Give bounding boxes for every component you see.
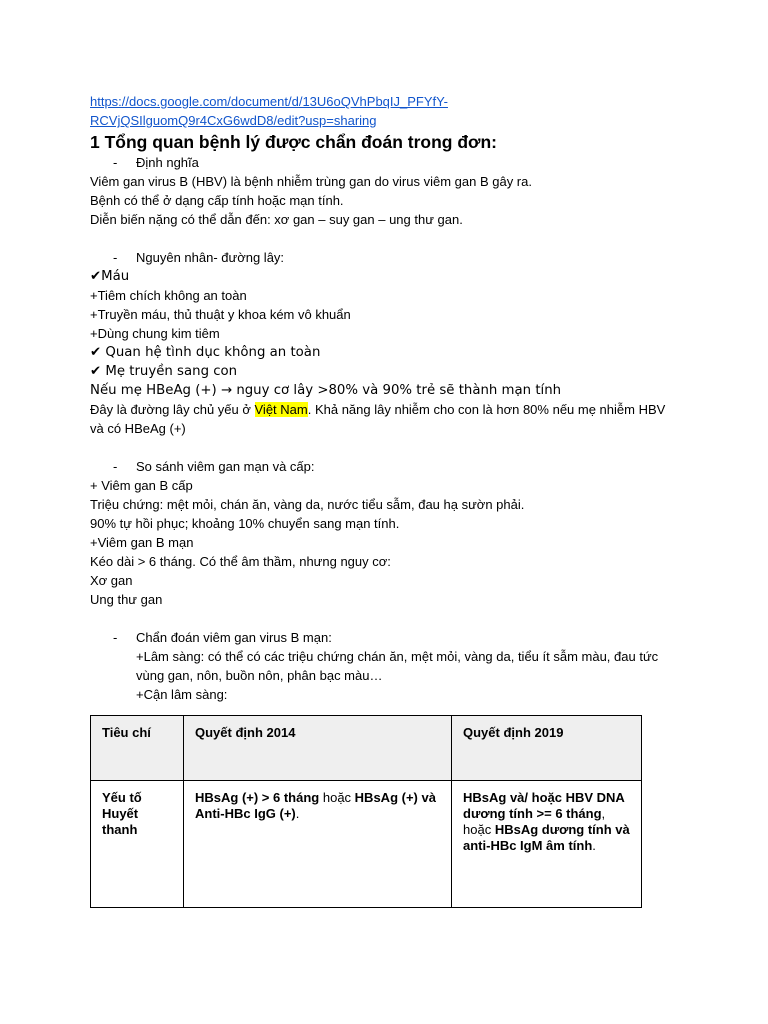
clinical-note: +Lâm sàng: có thể có các triệu chứng chán ăn, mệt mỏi, vàng da, tiểu ít sẫm màu, đau tức vùng gan, nôn, buồn nôn, phân bạc màu… <box>136 649 659 683</box>
criterion-cell: Yếu tố Huyết thanh <box>91 781 184 908</box>
bullet-cause: - Nguyên nhân- đường lây: <box>113 250 285 265</box>
bullet-diagnosis: - Chẩn đoán viêm gan virus B mạn: <box>113 630 332 645</box>
spacer <box>90 229 680 248</box>
bullet-dash: - <box>113 155 118 170</box>
doc-link-line1[interactable]: https://docs.google.com/document/d/13U6oQVhPbqIJ_PFYfY- <box>90 94 448 109</box>
bullet-definition: - Định nghĩa <box>113 155 199 170</box>
highlight-vietnam: Việt Nam <box>254 402 308 417</box>
header-cell: Quyết định 2014 <box>184 716 452 781</box>
table-header-row <box>91 716 642 781</box>
definition-line: Bệnh có thể ở dạng cấp tính hoặc mạn tính. <box>90 193 344 208</box>
header-cell: Quyết định 2019 <box>452 716 642 781</box>
bullet-dash: - <box>113 250 118 265</box>
bullet-dash: - <box>113 459 118 474</box>
compare-line: Xơ gan <box>90 573 133 588</box>
spacer <box>90 609 680 628</box>
mother-risk: Nếu mẹ HBeAg (+) → nguy cơ lây >80% và 90% trẻ sẽ thành mạn tính <box>90 383 562 398</box>
compare-line: Kéo dài > 6 tháng. Có thể âm thầm, nhưng nguy cơ: <box>90 554 391 569</box>
table-row <box>91 781 642 908</box>
definition-line: Diễn biến nặng có thể dẫn đến: xơ gan – suy gan – ung thư gan. <box>90 212 463 227</box>
blood-item: +Tiêm chích không an toàn <box>90 288 247 303</box>
document-body <box>90 92 680 908</box>
section-heading: 1 Tổng quan bệnh lý được chẩn đoán trong đơn: <box>90 132 497 152</box>
header-cell: Tiêu chí <box>91 716 184 781</box>
doc-link-line2[interactable]: RCVjQSIlguomQ9r4CxG6wdD8/edit?usp=sharing <box>90 113 377 128</box>
compare-line: 90% tự hồi phục; khoảng 10% chuyển sang mạn tính. <box>90 516 400 531</box>
decision-2019-cell: HBsAg và/ hoặc HBV DNA dương tính >= 6 tháng, hoặc HBsAg dương tính và anti-HBc IgM âm tính. <box>452 781 642 908</box>
compare-line: + Viêm gan B cấp <box>90 478 193 493</box>
route-blood: ✔Máu <box>90 269 130 284</box>
criteria-table <box>90 715 642 908</box>
decision-2014-cell: HBsAg (+) > 6 tháng hoặc HBsAg (+) và Anti-HBc IgG (+). <box>184 781 452 908</box>
definition-line: Viêm gan virus B (HBV) là bệnh nhiễm trùng gan do virus viêm gan B gây ra. <box>90 174 532 189</box>
route-mother: ✔ Mẹ truyền sang con <box>90 364 238 379</box>
spacer <box>90 438 680 457</box>
compare-line: Triệu chứng: mệt mỏi, chán ăn, vàng da, nước tiểu sẫm, đau hạ sườn phải. <box>90 497 525 512</box>
paraclinical-note: +Cận lâm sàng: <box>136 687 228 702</box>
main-route-note: Đây là đường lây chủ yếu ở Việt Nam. Khả năng lây nhiễm cho con là hơn 80% nếu mẹ nhiễm HBV và có HBeAg (+) <box>90 402 666 436</box>
compare-line: Ung thư gan <box>90 592 163 607</box>
blood-item: +Dùng chung kim tiêm <box>90 326 220 341</box>
route-sexual: ✔ Quan hệ tình dục không an toàn <box>90 345 321 360</box>
bullet-compare: - So sánh viêm gan mạn và cấp: <box>113 459 315 474</box>
blood-item: +Truyền máu, thủ thuật y khoa kém vô khuẩn <box>90 307 351 322</box>
compare-line: +Viêm gan B mạn <box>90 535 194 550</box>
bullet-dash: - <box>113 630 118 645</box>
